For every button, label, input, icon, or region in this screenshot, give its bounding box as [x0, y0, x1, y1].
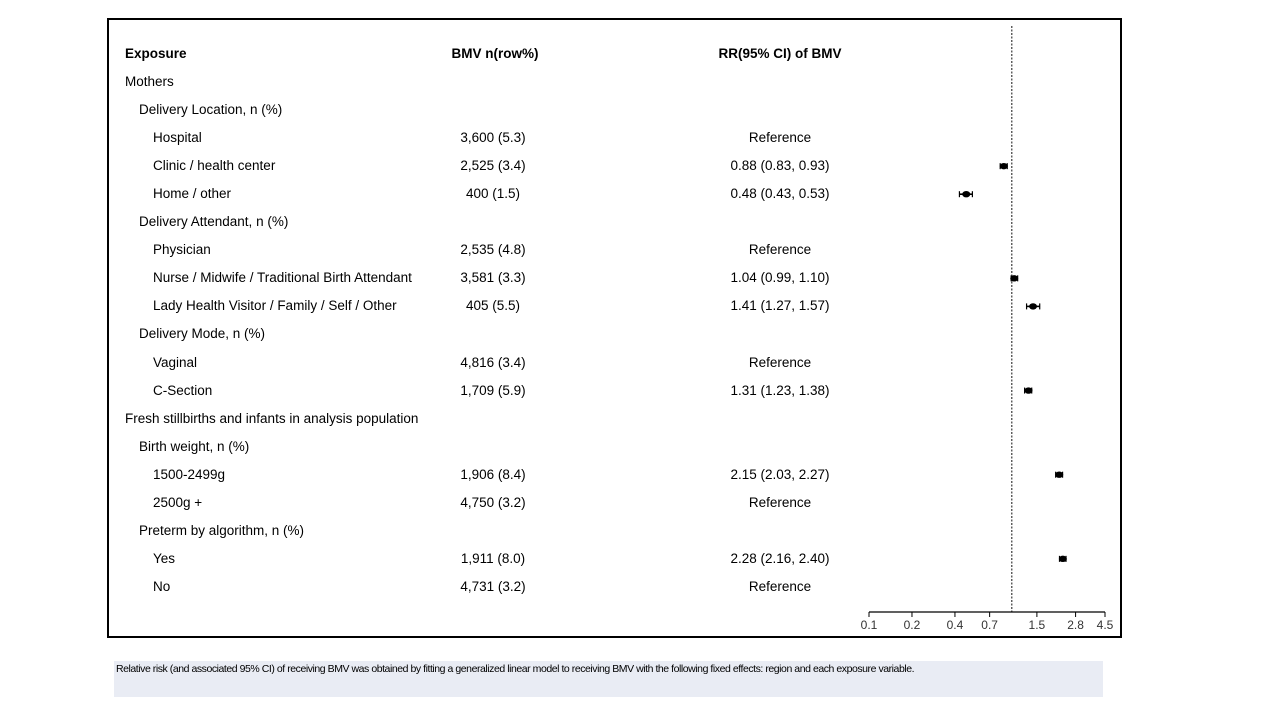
forest-plot-figure — [107, 18, 1122, 638]
row-label: No — [153, 578, 171, 594]
row-rr-ci: Reference — [748, 130, 812, 146]
x-axis-tick-label: 0.1 — [860, 618, 878, 632]
row-rr-ci: 0.48 (0.43, 0.53) — [730, 186, 830, 202]
row-rr-ci: 1.04 (0.99, 1.10) — [730, 270, 830, 286]
row-bmv-n: 400 (1.5) — [465, 186, 521, 202]
row-label: 2500g + — [153, 494, 203, 510]
row-label: Hospital — [153, 130, 202, 146]
row-label: Home / other — [153, 186, 232, 202]
point-estimate — [1010, 275, 1018, 281]
row-rr-ci: Reference — [748, 354, 812, 370]
x-axis-tick-label: 4.5 — [1096, 618, 1114, 632]
group-label: Delivery Location, n (%) — [139, 102, 283, 118]
row-label: Clinic / health center — [153, 158, 276, 174]
row-rr-ci: 1.41 (1.27, 1.57) — [730, 298, 830, 314]
point-estimate — [1055, 472, 1063, 478]
row-bmv-n: 405 (5.5) — [465, 298, 521, 314]
row-label: Vaginal — [153, 354, 198, 370]
row-bmv-n: 1,709 (5.9) — [460, 382, 526, 398]
point-estimate — [1024, 387, 1032, 393]
point-estimate — [1000, 163, 1008, 169]
row-label: Lady Health Visitor / Family / Self / Other — [153, 298, 397, 314]
row-label: Yes — [153, 550, 176, 566]
row-rr-ci: Reference — [748, 494, 812, 510]
row-label: C-Section — [153, 382, 213, 398]
row-bmv-n: 2,525 (3.4) — [460, 158, 526, 174]
x-axis-tick-label: 0.2 — [903, 618, 921, 632]
row-label: Nurse / Midwife / Traditional Birth Attendant — [153, 270, 412, 286]
group-label: Preterm by algorithm, n (%) — [139, 522, 305, 538]
row-bmv-n: 3,600 (5.3) — [460, 130, 526, 146]
caption-box — [114, 661, 1103, 697]
row-bmv-n: 4,731 (3.2) — [460, 578, 526, 594]
row-label: 1500-2499g — [153, 466, 226, 482]
row-bmv-n: 4,750 (3.2) — [460, 494, 526, 510]
x-axis-tick-label: 2.8 — [1067, 618, 1084, 632]
row-rr-ci: 1.31 (1.23, 1.38) — [730, 382, 830, 398]
row-bmv-n: 1,911 (8.0) — [460, 550, 526, 566]
group-label: Delivery Attendant, n (%) — [139, 214, 289, 230]
header-exposure: Exposure — [125, 46, 187, 61]
row-bmv-n: 4,816 (3.4) — [460, 354, 526, 370]
caption-text: Relative risk (and associated 95% CI) of receiving BMV was obtained by fitting a generalized linear model to receiving BMV with the following fixed effects: region and each exposure variable. — [116, 663, 915, 675]
row-rr-ci: Reference — [748, 578, 812, 594]
row-rr-ci: 2.28 (2.16, 2.40) — [730, 550, 830, 566]
row-label: Physician — [153, 242, 211, 258]
x-axis-tick-label: 0.4 — [946, 618, 964, 632]
row-rr-ci: Reference — [748, 242, 812, 258]
row-rr-ci: 2.15 (2.03, 2.27) — [730, 466, 830, 482]
row-rr-ci: 0.88 (0.83, 0.93) — [730, 158, 830, 174]
group-label: Delivery Mode, n (%) — [139, 326, 266, 342]
header-rr: RR(95% CI) of BMV — [718, 46, 842, 61]
section-label: Mothers — [125, 74, 174, 89]
row-bmv-n: 1,906 (8.4) — [460, 466, 526, 482]
point-estimate — [1029, 303, 1037, 309]
x-axis-tick-label: 1.5 — [1028, 618, 1046, 632]
header-bmv-n: BMV n(row%) — [451, 46, 539, 61]
group-label: Birth weight, n (%) — [139, 438, 250, 454]
x-axis-tick-label: 0.7 — [981, 618, 998, 632]
row-bmv-n: 3,581 (3.3) — [460, 270, 526, 286]
section-label: Fresh stillbirths and infants in analysis population — [125, 410, 419, 426]
point-estimate — [1059, 556, 1067, 562]
row-bmv-n: 2,535 (4.8) — [460, 242, 526, 258]
forest-plot-area — [109, 20, 1120, 636]
point-estimate — [962, 191, 970, 197]
